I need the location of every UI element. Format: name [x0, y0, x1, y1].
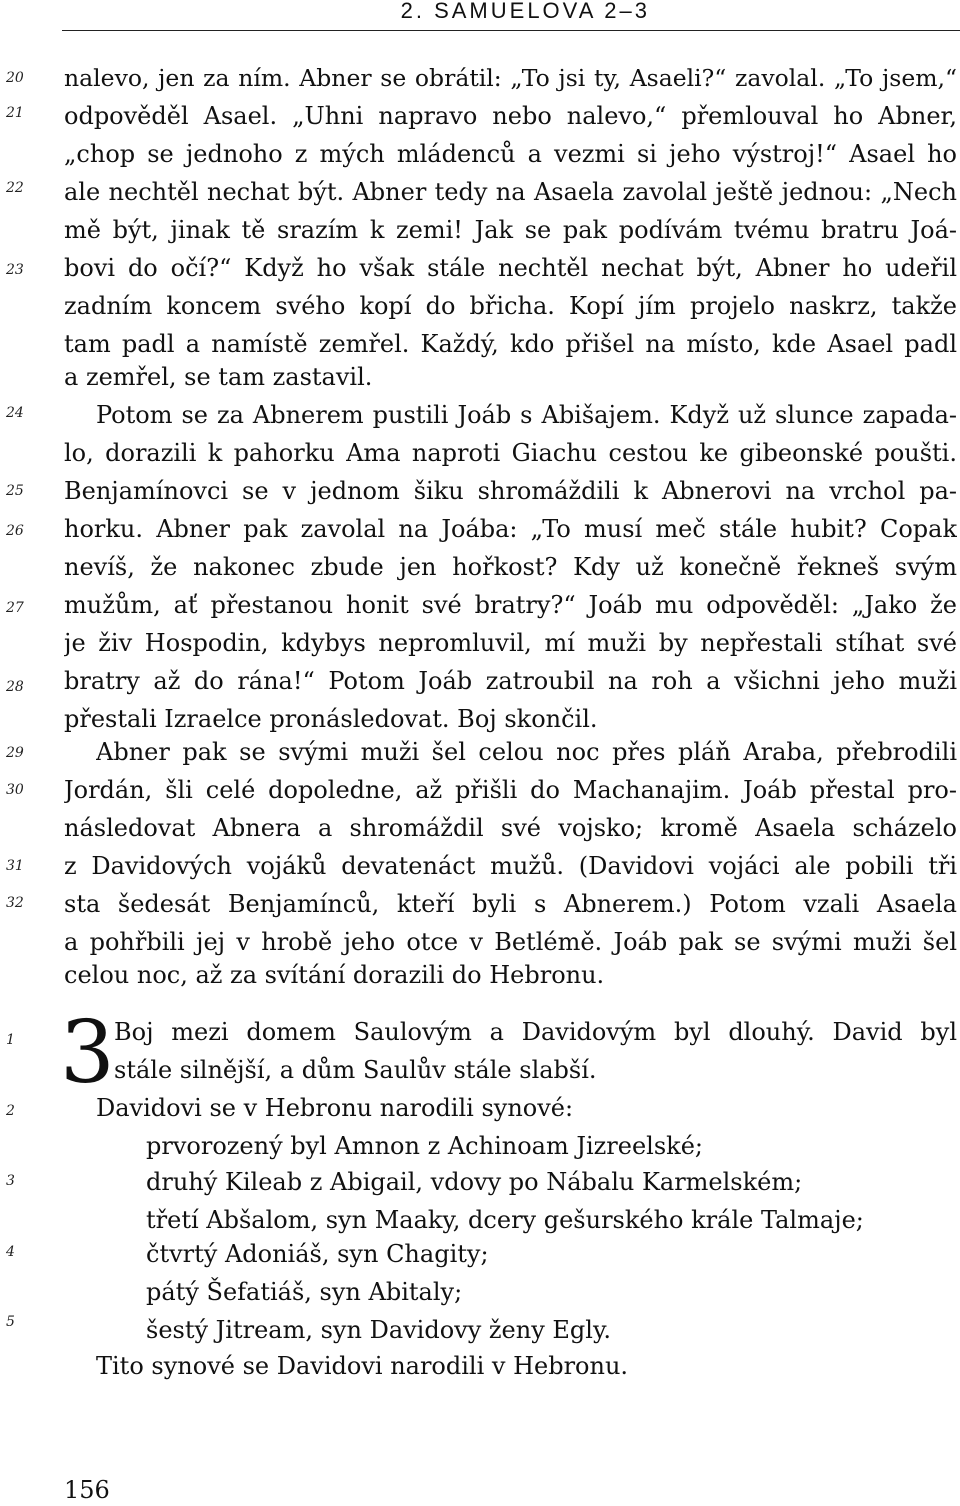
text-line: bratry až do rána!“ Potom Joáb zatroubil na roh a všichni jeho muži	[64, 667, 957, 695]
verse-number: 1	[6, 1032, 15, 1048]
text-line: je živ Hospodin, kdybys nepromluvil, mí muži by nepřestali stíhat své	[64, 629, 957, 657]
text-line: druhý Kileab z Abigail, vdovy po Nábalu Karmelském;	[146, 1168, 803, 1196]
text-line: Benjamínovci se v jednom šiku shromáždili k Abnerovi na vrchol pa-	[64, 477, 957, 505]
text-line: horku. Abner pak zavolal na Joába: „To musí meč stále hubit? Copak	[64, 515, 957, 543]
text-line: mě být, jinak tě srazím k zemi! Jak se pak podívám tvému bratru Joá-	[64, 216, 957, 244]
text-line: Tito synové se Davidovi narodili v Hebronu.	[96, 1352, 629, 1380]
text-line: „chop se jednoho z mých mládenců a vezmi si jeho výstroj!“ Asael ho	[64, 140, 957, 168]
text-line: lo, dorazili k pahorku Ama naproti Giachu cestou ke gibeonské poušti.	[64, 439, 957, 467]
text-line: tam padl a namístě zemřel. Každý, kdo přišel na místo, kde Asael padl	[64, 330, 957, 358]
text-line: odpověděl Asael. „Uhni napravo nebo nalevo,“ přemlouval ho Abner,	[64, 102, 957, 130]
verse-number: 28	[6, 679, 24, 695]
text-line: celou noc, až za svítání dorazili do Hebronu.	[64, 961, 605, 989]
text-line: čtvrtý Adoniáš, syn Chagity;	[146, 1240, 489, 1268]
text-line: nevíš, že nakonec zbude jen hořkost? Kdy už konečně řekneš svým	[64, 553, 957, 581]
verse-number: 24	[6, 405, 24, 421]
text-line: Abner pak se svými muži šel celou noc přes pláň Araba, přebrodili	[96, 738, 957, 766]
text-line: z Davidových vojáků devatenáct mužů. (Davidovi vojáci ale pobili tři	[64, 852, 957, 880]
text-line: Potom se za Abnerem pustili Joáb s Abišajem. Když už slunce zapada-	[96, 401, 957, 429]
verse-number: 20	[6, 70, 24, 86]
chapter-drop-cap: 3	[60, 1003, 115, 1103]
verse-number: 27	[6, 600, 24, 616]
verse-number: 4	[6, 1244, 15, 1260]
page-number: 156	[64, 1476, 110, 1504]
text-line: Boj mezi domem Saulovým a Davidovým byl dlouhý. David byl	[114, 1018, 957, 1046]
verse-number: 31	[6, 858, 24, 874]
text-line: pátý Šefatiáš, syn Abitaly;	[146, 1278, 463, 1306]
running-head: 2. SAMUELOVA 2–3	[400, 0, 650, 23]
text-line: prvorozený byl Amnon z Achinoam Jizreelské;	[146, 1132, 703, 1160]
text-line: nalevo, jen za ním. Abner se obrátil: „To jsi ty, Asaeli?“ zavolal. „To jsem,“	[64, 64, 957, 92]
verse-number: 23	[6, 262, 24, 278]
verse-number: 2	[6, 1103, 15, 1119]
verse-number: 30	[6, 782, 24, 798]
text-line: šestý Jitream, syn Davidovy ženy Egly.	[146, 1316, 611, 1344]
text-line: a pohřbili jej v hrobě jeho otce v Betlémě. Joáb pak se svými muži šel	[64, 928, 957, 956]
text-line: následovat Abnera a shromáždil své vojsko; kromě Asaela scházelo	[64, 814, 957, 842]
text-line: mužům, ať přestanou honit své bratry?“ Joáb mu odpověděl: „Jako že	[64, 591, 957, 619]
text-line: zadním koncem svého kopí do břicha. Kopí jím projelo naskrz, takže	[64, 292, 957, 320]
verse-number: 22	[6, 180, 24, 196]
verse-number: 3	[6, 1173, 15, 1189]
text-line: přestali Izraelce pronásledovat. Boj skončil.	[64, 705, 598, 733]
verse-number: 29	[6, 745, 24, 761]
text-line: bovi do očí?“ Když ho však stále nechtěl nechat být, Abner ho udeřil	[64, 254, 957, 282]
text-line: ale nechtěl nechat být. Abner tedy na Asaela zavolal ještě jednou: „Nech	[64, 178, 957, 206]
verse-number: 26	[6, 523, 24, 539]
text-line: sta šedesát Benjamínců, kteří byli s Abnerem.) Potom vzali Asaela	[64, 890, 957, 918]
text-line: třetí Abšalom, syn Maaky, dcery gešurského krále Talmaje;	[146, 1206, 864, 1234]
text-line: a zemřel, se tam zastavil.	[64, 363, 373, 391]
page-header	[0, 0, 960, 30]
verse-number: 5	[6, 1314, 15, 1330]
text-line: stále silnější, a dům Saulův stále slabší.	[114, 1056, 597, 1084]
text-line: Davidovi se v Hebronu narodili synové:	[96, 1094, 574, 1122]
text-line: Jordán, šli celé dopoledne, až přišli do Machanajim. Joáb přestal pro-	[64, 776, 957, 804]
header-rule	[62, 30, 960, 31]
verse-number: 25	[6, 483, 24, 499]
verse-number: 21	[6, 105, 24, 121]
verse-number: 32	[6, 895, 24, 911]
